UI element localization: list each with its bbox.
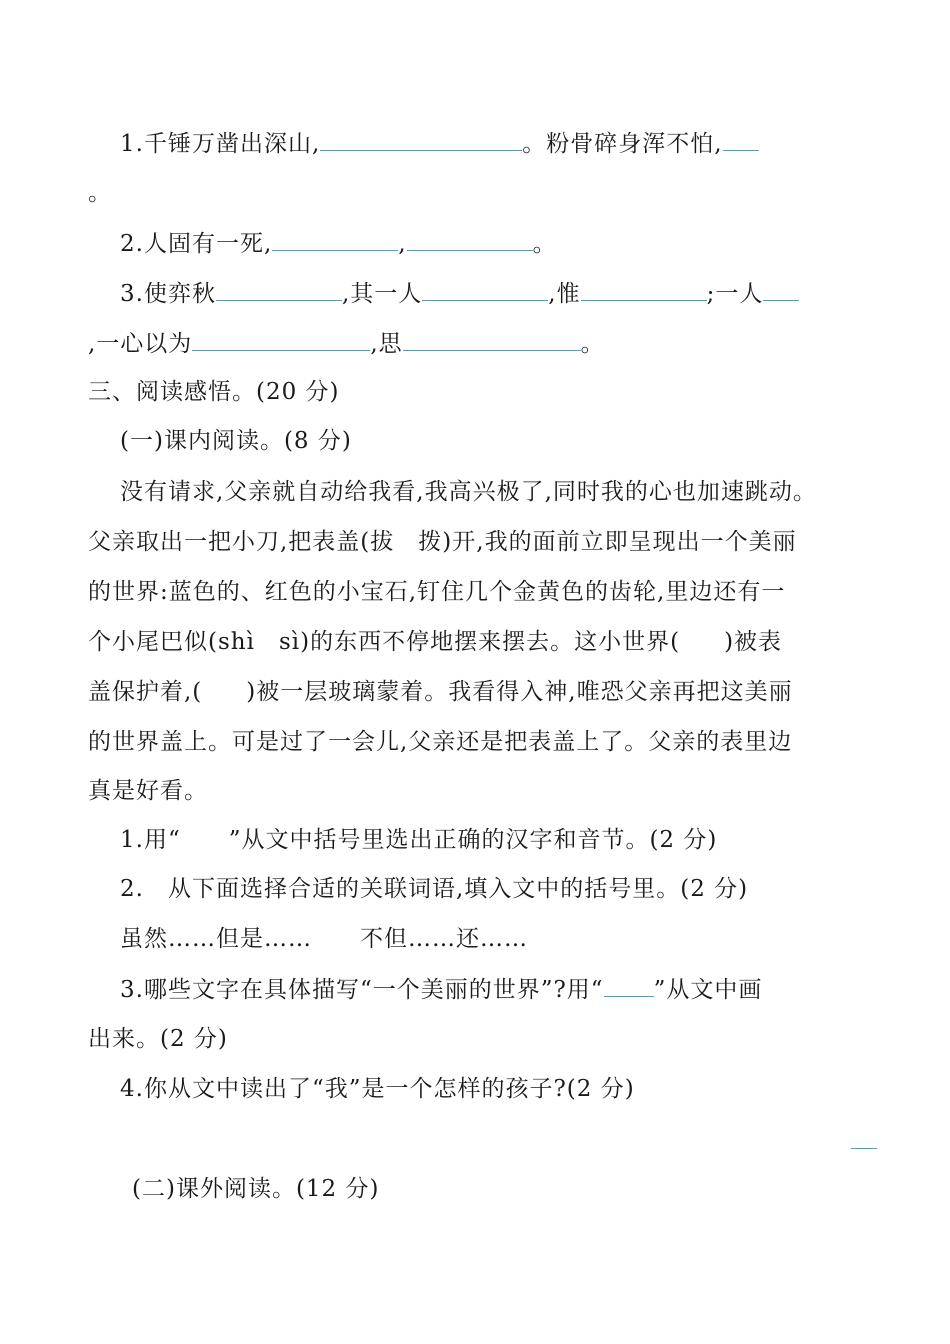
q3-text-f: ,思 xyxy=(370,331,403,357)
passage-line-3: 的世界:蓝色的、红色的小宝石,钉住几个金黄色的齿轮,里边还有一 xyxy=(88,579,786,605)
q1-text-b: 。粉骨碎身浑不怕, xyxy=(522,131,723,157)
passage-line-5-a: 盖保护着,( xyxy=(88,679,203,705)
q1-end-mark: 。 xyxy=(88,180,112,206)
question-2: 2. 从下面选择合适的关联词语,填入文中的括号里。(2 分) xyxy=(120,876,749,902)
answer-blank-q3-a[interactable] xyxy=(216,278,342,301)
part-1-title: (一)课内阅读。(8 分) xyxy=(120,428,352,454)
q1-text-a: 1.千锤万凿出深山, xyxy=(120,131,321,157)
question-3-cont: 出来。(2 分) xyxy=(88,1026,228,1052)
answer-blank-q3-f[interactable] xyxy=(403,328,581,351)
passage-line-2: 父亲取出一把小刀,把表盖(拔 拨)开,我的面前立即呈现出一个美丽 xyxy=(88,529,797,555)
answer-blank-q3-b[interactable] xyxy=(422,278,548,301)
q3-text-c: ,惟 xyxy=(548,281,581,307)
answer-blank-q2-a[interactable] xyxy=(272,228,398,251)
part-2-title: (二)课外阅读。(12 分) xyxy=(132,1176,380,1202)
q3-text-b: ,其一人 xyxy=(341,281,423,307)
question-1: 1.用“ ”从文中括号里选出正确的汉字和音节。(2 分) xyxy=(120,827,718,853)
question-3-b: ”从文中画 xyxy=(653,977,763,1003)
answer-blank-q1-b[interactable] xyxy=(723,128,759,151)
fill-line-2 xyxy=(120,228,557,259)
passage-line-5-b: )被一层玻璃蒙着。我看得入神,唯恐父亲再把这美丽 xyxy=(246,679,793,705)
fill-line-3 xyxy=(120,278,799,309)
passage-line-4-b: )被表 xyxy=(724,629,783,655)
q2-text-a: 2.人固有一死, xyxy=(120,231,273,257)
section-3-title: 三、阅读感悟。(20 分) xyxy=(88,379,340,405)
question-3-a: 3.哪些文字在具体描写“一个美丽的世界”?用“ xyxy=(120,977,604,1003)
fill-line-1 xyxy=(120,128,759,159)
q3-text-d: ;一人 xyxy=(706,281,764,307)
answer-blank-q2-b[interactable] xyxy=(407,228,533,251)
question-4: 4.你从文中读出了“我”是一个怎样的孩子?(2 分) xyxy=(120,1076,635,1102)
fill-line-3-cont xyxy=(88,328,605,359)
answer-blank-q3-d[interactable] xyxy=(763,278,799,301)
q2-separator: , xyxy=(398,231,407,257)
passage-line-4 xyxy=(88,627,782,657)
q3-text-e: ,一心以为 xyxy=(88,331,193,357)
question-3 xyxy=(120,974,762,1005)
passage-line-4-a: 个小尾巴似(shì sì)的东西不停地摆来摆去。这小世界( xyxy=(88,629,681,655)
answer-blank-q3-c[interactable] xyxy=(581,278,707,301)
passage-line-5 xyxy=(88,677,793,707)
answer-line-q4[interactable] xyxy=(851,1148,877,1149)
passage-line-1: 没有请求,父亲就自动给我看,我高兴极了,同时我的心也加速跳动。 xyxy=(120,479,817,505)
underline-sample xyxy=(604,974,654,997)
passage-line-7: 真是好看。 xyxy=(88,778,208,804)
q3-text-a: 3.使弈秋 xyxy=(120,281,216,307)
q3-end-mark: 。 xyxy=(580,331,605,357)
answer-blank-q3-e[interactable] xyxy=(192,328,370,351)
question-2-options: 虽然……但是…… 不但……还…… xyxy=(120,926,528,952)
q2-end-mark: 。 xyxy=(532,231,557,257)
answer-blank-q1-a[interactable] xyxy=(320,128,522,151)
passage-line-6: 的世界盖上。可是过了一会儿,父亲还是把表盖上了。父亲的表里边 xyxy=(88,729,793,755)
fill-line-1-end xyxy=(88,178,112,208)
